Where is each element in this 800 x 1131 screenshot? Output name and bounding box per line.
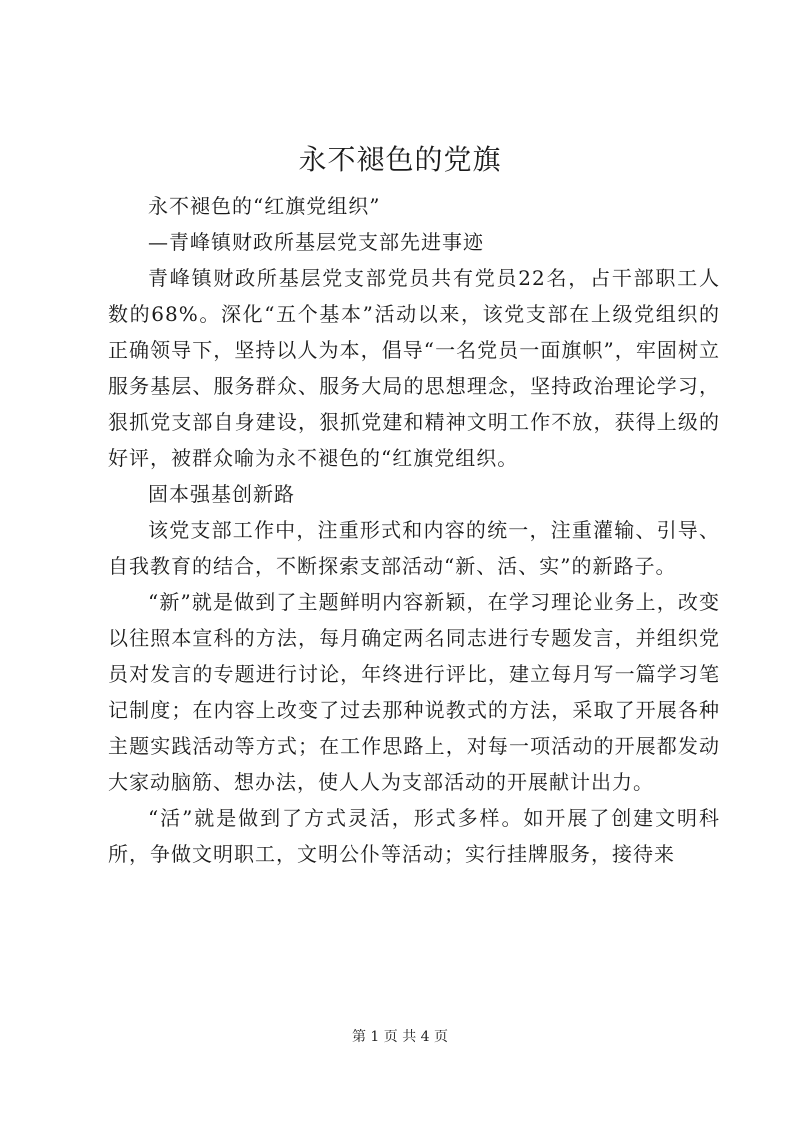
paragraph-flexible: “活”就是做到了方式灵活，形式多样。如开展了创建文明科所，争做文明职工，文明公仆等活动；实行挂牌服务，接待来 bbox=[108, 806, 720, 866]
paragraph-overview: 该党支部工作中，注重形式和内容的统一，注重灌输、引导、自我教育的结合，不断探索支部活动“新、活、实”的新路子。 bbox=[108, 518, 720, 578]
paragraph-new: “新”就是做到了主题鲜明内容新颖，在学习理论业务上，改变以往照本宣科的方法，每月确定两名同志进行专题发言，并组织党员对发言的专题进行讨论，年终进行评比，建立每月写一篇学习笔记制度；在内容上改变了过去那种说教式的方法，采取了开展各种主题实践活动等方式；在工作思路上，对每一项活动的开展都发动大家动脑筋、想办法，使人人为支部活动的开展献计出力。 bbox=[108, 590, 720, 794]
paragraph-subtitle: 永不褪色的“红旗党组织” bbox=[148, 194, 381, 218]
paragraph-byline: —青峰镇财政所基层党支部先进事迹 bbox=[148, 230, 484, 254]
page-footer: 第 1 页 共 4 页 bbox=[351, 1029, 449, 1045]
paragraph-intro: 青峰镇财政所基层党支部党员共有党员22名，占干部职工人数的68%。深化“五个基本”活动以来，该党支部在上级党组织的正确领导下，坚持以人为本，倡导“一名党员一面旗帜”，牢固树立服务基层、服务群众、服务大局的思想理念，坚持政治理论学习，狠抓党支部自身建设，狠抓党建和精神文明工作不放，获得上级的好评，被群众喻为永不褪色的“红旗党组织。 bbox=[108, 266, 720, 470]
section-heading: 固本强基创新路 bbox=[148, 482, 295, 506]
document-body bbox=[108, 188, 720, 872]
document-title: 永不褪色的党旗 bbox=[298, 143, 502, 176]
